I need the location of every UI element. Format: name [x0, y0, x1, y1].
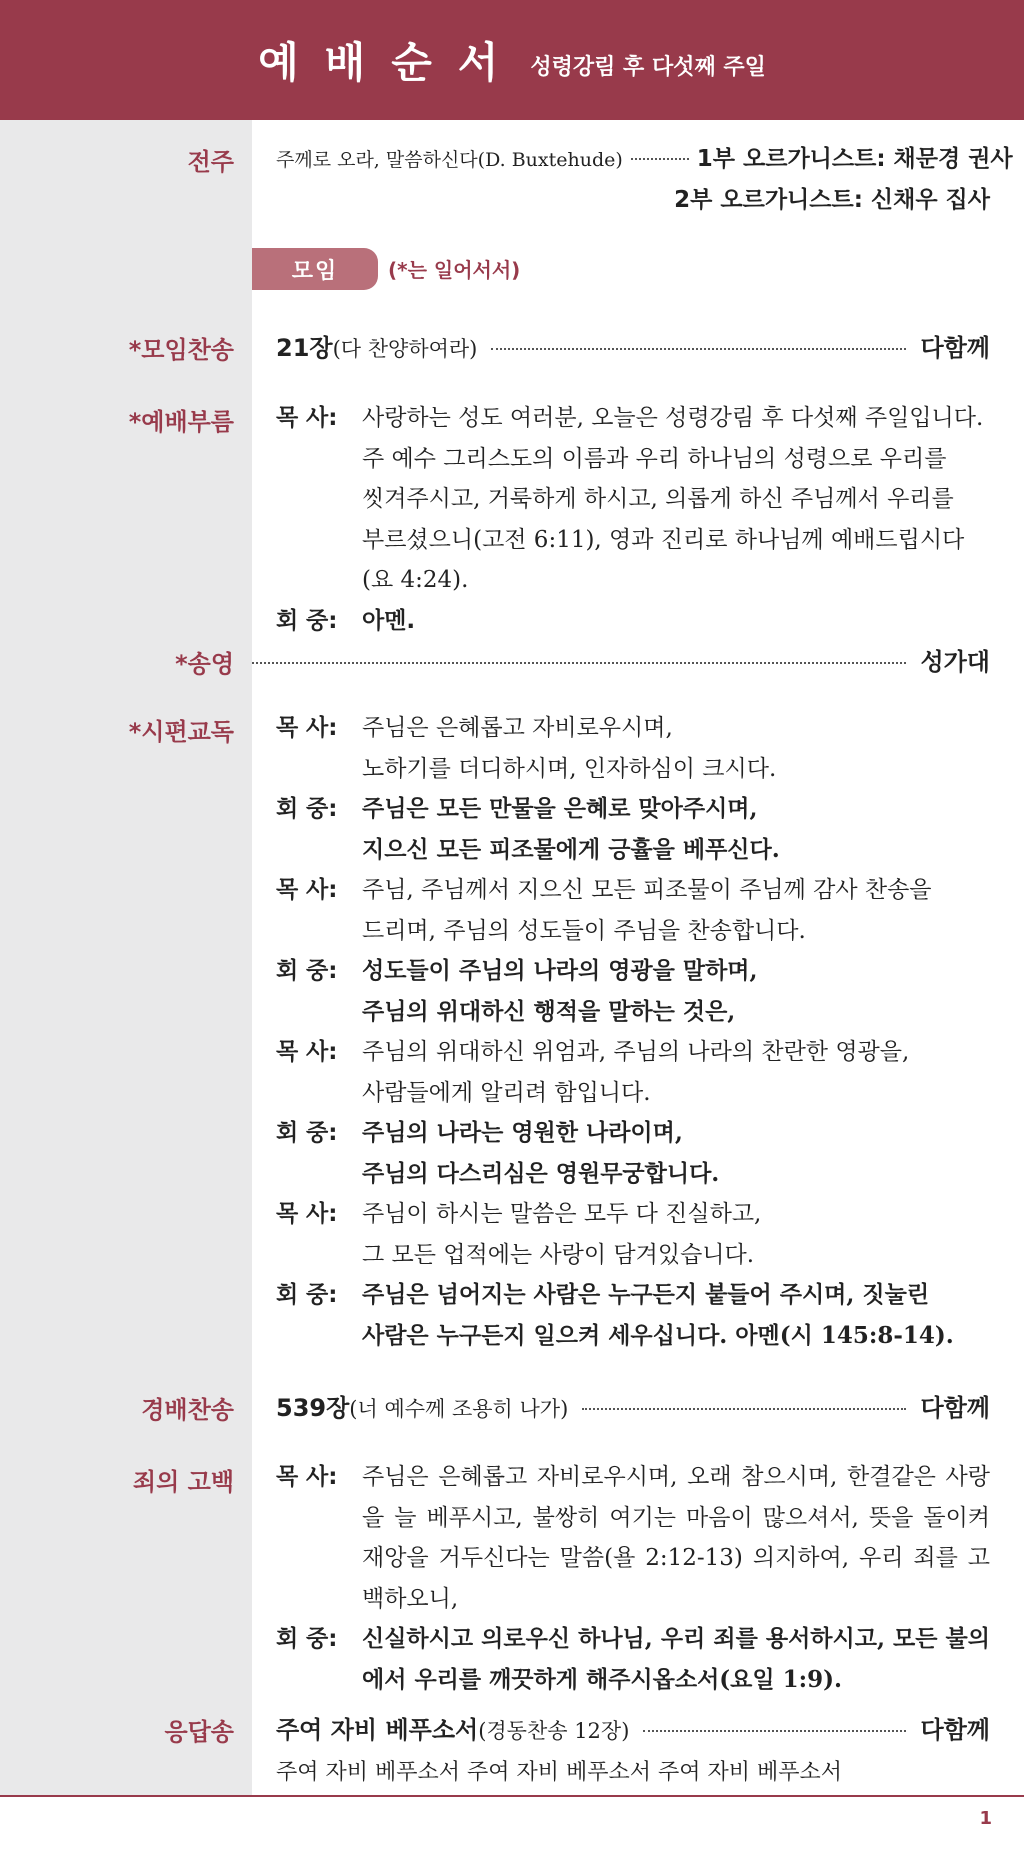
- pastor-text: 사랑하는 성도 여러분, 오늘은 성령강림 후 다섯째 주일입니다. 주 예수 그리스도의 이름과 우리 하나님의 성령으로 우리를 씻겨주시고, 거룩하게 하시고, 의롭게 하신 주님께서 우리를 부르셨으니(고전 6:11), 영과 진리로 하나님께 예배드립시다 (요 4:24).: [362, 405, 984, 593]
- pastor-line: [276, 398, 990, 601]
- gathering-tab: 모임: [252, 248, 378, 290]
- responsive-line: 목 사: 주님이 하시는 말씀은 모두 다 진실하고, 그 모든 업적에는 사랑이 담겨있습니다.: [276, 1201, 762, 1268]
- leader-dots: [252, 662, 906, 664]
- song-title: 주여 자비 베푸소서: [276, 1716, 479, 1744]
- song-lyrics: 주여 자비 베푸소서 주여 자비 베푸소서 주여 자비 베푸소서: [276, 1760, 842, 1785]
- song-source: (경동찬송 12장): [478, 1719, 630, 1743]
- opening-hymn-section: [276, 328, 990, 363]
- speaker-congregation: 회 중:: [276, 607, 338, 634]
- congregation-line: [276, 601, 990, 642]
- label-worship-hymn: 경배찬송: [141, 1396, 234, 1424]
- hymn-title: (너 예수께 조용히 나가): [349, 1397, 569, 1421]
- performer: 성가대: [920, 648, 990, 676]
- speaker-pastor: 목 사:: [276, 405, 338, 431]
- leader-dots: [491, 348, 906, 350]
- responsive-line: 회 중: 주님은 넘어지는 사람은 누구든지 붙들어 주시며, 짓눌린 사람은 누구든지 일으켜 세우십니다. 아멘(시 145:8-14).: [276, 1281, 954, 1349]
- response-song-section: [276, 1710, 990, 1786]
- responsive-line: 목 사: 주님, 주님께서 지으신 모든 피조물이 주님께 감사 찬송을 드리며, 주님의 성도들이 주님을 찬송합니다.: [276, 877, 932, 944]
- speaker-pastor: 목 사:: [276, 1464, 338, 1490]
- label-column: [0, 120, 252, 1796]
- speaker-congregation: 회 중:: [276, 1626, 338, 1652]
- performer: 다함께: [920, 334, 990, 362]
- worship-hymn-section: [276, 1388, 990, 1423]
- footer-divider: [0, 1795, 1024, 1797]
- call-to-worship-section: [276, 398, 990, 641]
- page-number: 1: [979, 1808, 992, 1829]
- prelude-section: [276, 140, 1013, 214]
- hymn-number: 539장: [276, 1394, 350, 1422]
- page-header: [0, 0, 1024, 120]
- label-call-to-worship: *예배부름: [128, 408, 234, 436]
- label-anthem: *송영: [175, 650, 234, 678]
- performer: 다함께: [920, 1716, 990, 1744]
- congregation-text: 아멘.: [362, 607, 416, 634]
- label-prelude: 전주: [187, 148, 234, 176]
- label-opening-hymn: *모임찬송: [128, 336, 234, 364]
- leader-dots: [582, 1408, 906, 1410]
- hymn-title: (다 찬양하여라): [332, 337, 478, 361]
- performer: 다함께: [920, 1394, 990, 1422]
- responsive-line: 목 사: 주님은 은혜롭고 자비로우시며, 노하기를 더디하시며, 인자하심이 크시다.: [276, 715, 777, 782]
- hymn-number: 21장: [276, 334, 333, 362]
- responsive-line: 회 중: 성도들이 주님의 나라의 영광을 말하며, 주님의 위대하신 행적을 말하는 것은,: [276, 957, 758, 1025]
- psalm-reading-section: [276, 708, 990, 1356]
- responsive-line: 회 중: 주님의 나라는 영원한 나라이며, 주님의 다스리심은 영원무궁합니다.: [276, 1119, 720, 1187]
- organist-second-service: 2부 오르가니스트: 신채우 집사: [674, 187, 990, 213]
- leader-dots: [643, 1730, 906, 1732]
- label-confession: 죄의 고백: [132, 1468, 234, 1496]
- responsive-line: 회 중: 주님은 모든 만물을 은혜로 맞아주시며, 지으신 모든 피조물에게 긍휼을 베푸신다.: [276, 795, 780, 863]
- page-subtitle: 성령강림 후 다섯째 주일: [530, 54, 766, 80]
- confession-section: [276, 1457, 990, 1700]
- page-title: 예배순서: [258, 38, 525, 87]
- leader-dots: [631, 158, 689, 160]
- congregation-line: [276, 1619, 990, 1700]
- label-response-song: 응답송: [164, 1718, 234, 1746]
- congregation-text: 신실하시고 의로우신 하나님, 우리 죄를 용서하시고, 모든 불의에서 우리를 깨끗하게 해주시옵소서(요일 1:9).: [362, 1625, 990, 1693]
- standing-note: (*는 일어서서): [388, 258, 521, 282]
- anthem-section: [252, 642, 990, 677]
- prelude-piece: 주께로 오라, 말씀하신다(D. Buxtehude): [276, 149, 623, 171]
- organist-first-service: 1부 오르가니스트: 채문경 권사: [696, 146, 1013, 172]
- pastor-line: [276, 1457, 990, 1619]
- responsive-line: 목 사: 주님의 위대하신 위엄과, 주님의 나라의 찬란한 영광을, 사람들에게 알리려 함입니다.: [276, 1039, 910, 1106]
- label-psalm-reading: *시편교독: [128, 718, 234, 746]
- pastor-text: 주님은 은혜롭고 자비로우시며, 오래 참으시며, 한결같은 사랑을 늘 베푸시고, 불쌍히 여기는 마음이 많으셔서, 뜻을 돌이켜 재앙을 거두신다는 말씀(욜 2:12-13) 의지하여, 우리 죄를 고백하오니,: [362, 1464, 990, 1612]
